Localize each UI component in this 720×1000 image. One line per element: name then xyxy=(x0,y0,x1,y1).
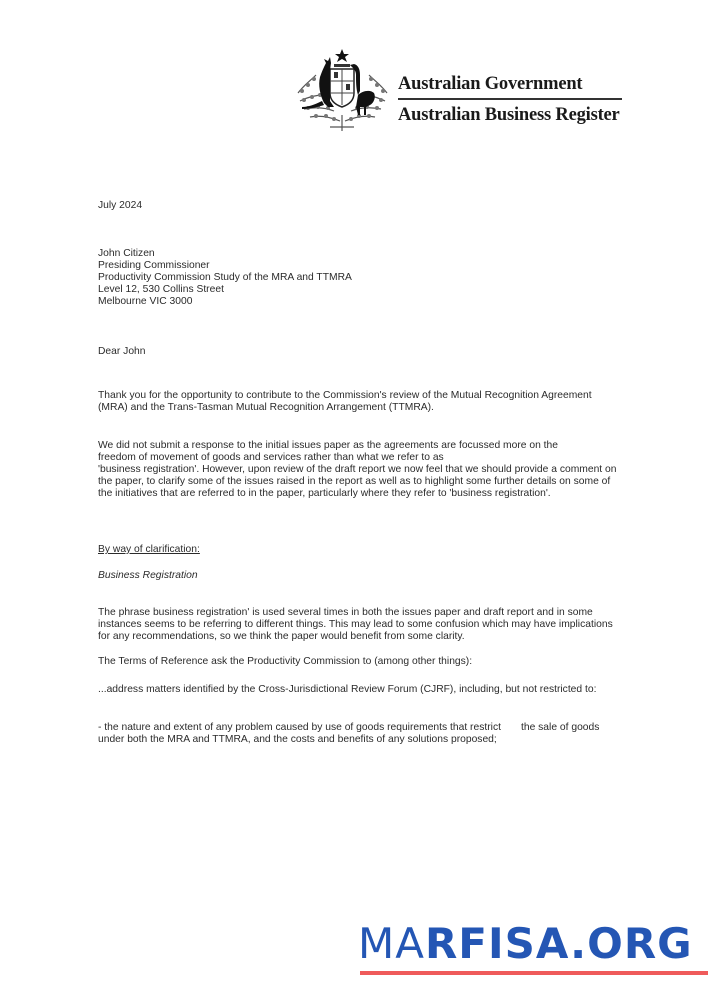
watermark-underline xyxy=(360,971,708,975)
paragraph-context-line2: 'business registration'. However, upon review of the draft report we now feel that we should provide a comment on the paper, to clarify some of the issues raised in the report as well as to highlight some further details on some of the initiatives that are referred to in the paper, particularly where they refer to 'business registration'. xyxy=(98,464,617,499)
government-title-block xyxy=(398,73,622,126)
paragraph-intro: Thank you for the opportunity to contribute to the Commission's review of the Mutual Recognition Agreement (MRA) and the Trans-Tasman Mutual Recognition Arrangement (TTMRA). xyxy=(98,390,592,413)
business-registration-subheading: Business Registration xyxy=(98,570,198,581)
paragraph-context xyxy=(98,440,623,500)
recipient-name: John Citizen xyxy=(98,248,155,259)
paragraph-cjrf-quote: ...address matters identified by the Cross-Jurisdictional Review Forum (CJRF), including, but not restricted to: xyxy=(98,684,597,695)
recipient-address xyxy=(98,248,352,308)
agency-name: Australian Business Register xyxy=(398,104,620,125)
watermark-text xyxy=(358,920,710,968)
watermark-text-bold: RFISA.ORG xyxy=(424,919,693,968)
header-divider xyxy=(398,98,622,100)
recipient-organisation: Productivity Commission Study of the MRA and TTMRA xyxy=(98,272,352,283)
government-name: Australian Government xyxy=(398,74,583,94)
letterhead xyxy=(290,45,630,140)
recipient-city: Melbourne VIC 3000 xyxy=(98,296,193,307)
salutation: Dear John xyxy=(98,346,146,357)
paragraph-context-line1: We did not submit a response to the initial issues paper as the agreements are focussed more on the freedom of movement of goods and services rather than what we refer to as xyxy=(98,440,558,463)
marfisa-watermark xyxy=(358,920,710,980)
paragraph-business-registration: The phrase business registration' is used several times in both the issues paper and draft report and in some instances seems to be referring to different things. This may lead to some confusion which may have implications for any recommendations, so we think the paper would benefit from some clarity. xyxy=(98,607,613,642)
australian-coat-of-arms-icon xyxy=(290,45,395,140)
letter-date: July 2024 xyxy=(98,200,143,211)
paragraph-terms-of-reference: The Terms of Reference ask the Productivity Commission to (among other things): xyxy=(98,656,473,667)
watermark-text-thin: MA xyxy=(358,919,425,968)
clarification-heading: By way of clarification: xyxy=(98,544,200,555)
paragraph-goods-requirements: - the nature and extent of any problem caused by use of goods requirements that restrict the sale of goods under both the MRA and TTMRA, and the costs and benefits of any solutions proposed; xyxy=(98,722,603,745)
recipient-title: Presiding Commissioner xyxy=(98,260,210,271)
recipient-street: Level 12, 530 Collins Street xyxy=(98,284,224,295)
